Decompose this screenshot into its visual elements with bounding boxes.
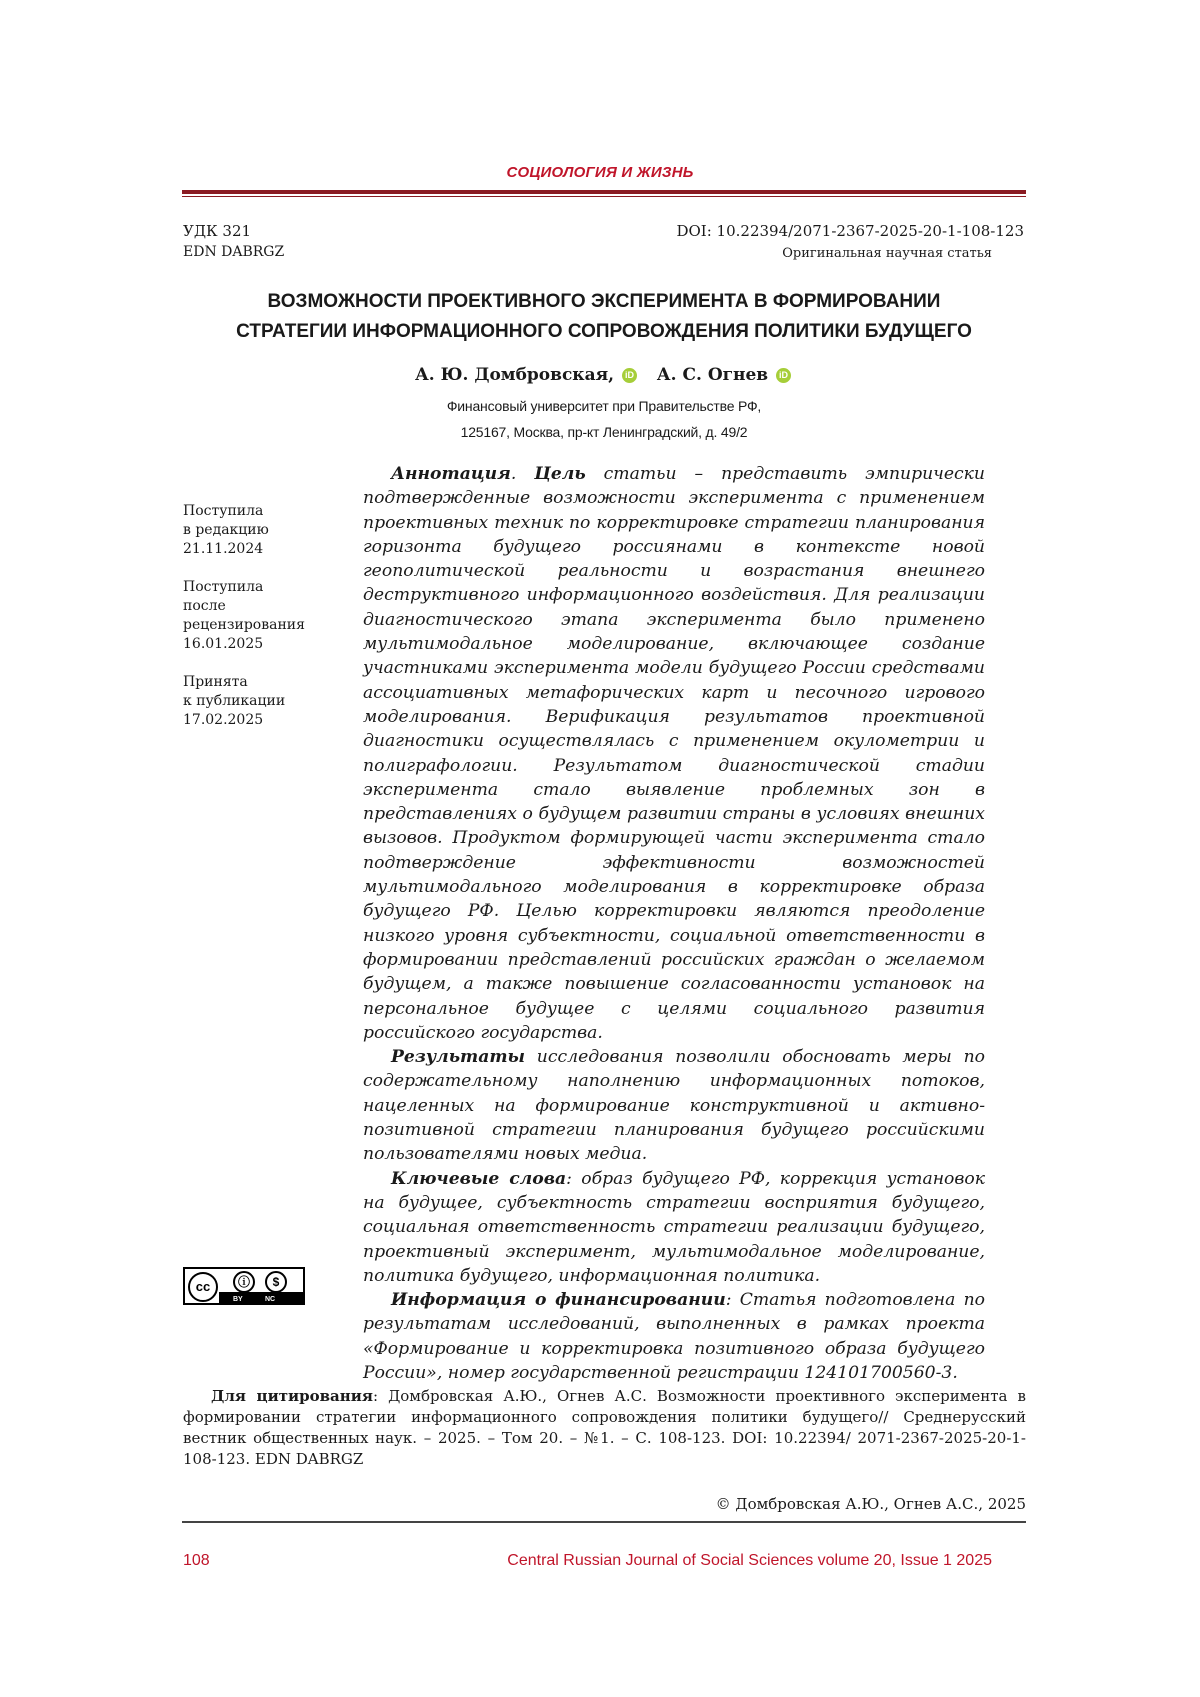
edn-code: EDN DABRGZ: [183, 244, 285, 260]
affiliation-line-2: 125167, Москва, пр-кт Ленинградский, д. 49/2: [460, 424, 748, 440]
revised-date: 16.01.2025: [183, 636, 264, 652]
citation: [183, 1386, 1026, 1470]
funding-label: Информация о финансировании: [391, 1290, 726, 1311]
keywords-label: Ключевые слова: [391, 1168, 567, 1189]
affiliation: [182, 393, 1026, 445]
doi[interactable]: DOI: 10.22394/2071-2367-2025-20-1-108-123: [676, 222, 1024, 240]
cc-license-badge[interactable]: [183, 1267, 305, 1305]
noncommercial-icon: $: [265, 1271, 287, 1293]
revised-block: [183, 578, 333, 654]
article-type: Оригинальная научная статья: [782, 246, 992, 261]
footer-rule: [182, 1521, 1026, 1523]
orcid-icon[interactable]: iD: [776, 368, 791, 383]
header-rule: [182, 190, 1026, 194]
accepted-date: 17.02.2025: [183, 712, 264, 728]
revised-label: рецензирования: [183, 617, 305, 633]
received-label: Поступила: [183, 503, 264, 519]
title-line-2: СТРАТЕГИИ ИНФОРМАЦИОННОГО СОПРОВОЖДЕНИЯ ПОЛИТИКИ БУДУЩЕГО: [236, 321, 972, 342]
title-line-1: ВОЗМОЖНОСТИ ПРОЕКТИВНОГО ЭКСПЕРИМЕНТА В ФОРМИРОВАНИИ: [267, 291, 941, 312]
results-paragraph: [363, 1045, 985, 1166]
revised-label: Поступила: [183, 579, 264, 595]
license-nc: NC: [265, 1296, 276, 1303]
journal-name: Central Russian Journal of Social Sciences volume 20, Issue 1 2025: [507, 1552, 992, 1569]
revised-label: после: [183, 598, 226, 614]
cc-icon: cc: [188, 1272, 218, 1302]
received-block: [183, 502, 333, 559]
license-bar: [219, 1292, 303, 1303]
citation-label: Для цитирования: [211, 1387, 373, 1405]
accepted-label: к публикации: [183, 693, 286, 709]
received-date: 21.11.2024: [183, 541, 264, 557]
keywords-text: : образ будущего РФ, коррекция установок на будущее, субъектность стратегии восприятия будущего, социальная ответственность стратегии реализации будущего, проективный эксперимент, мультимодальное моделирование, политика будущего, информационная политика.: [363, 1168, 985, 1286]
author-2: А. С. Огнев: [656, 365, 769, 385]
accepted-label: Принята: [183, 674, 248, 690]
results-label: Результаты: [391, 1047, 526, 1068]
header-rule-thin: [182, 196, 1026, 197]
abstract-label: Аннотация: [391, 464, 511, 484]
article-title: [182, 287, 1026, 347]
abstract: [363, 462, 985, 1385]
license-by: BY: [233, 1296, 243, 1303]
citation-paragraph: [183, 1386, 1026, 1470]
received-label: в редакцию: [183, 522, 269, 538]
goal-label: Цель: [534, 464, 586, 484]
author-1: А. Ю. Домбровская,: [414, 365, 615, 385]
funding-paragraph: [363, 1288, 985, 1385]
affiliation-line-1: Финансовый университет при Правительстве РФ,: [446, 398, 762, 414]
journal-section-title: СОЦИОЛОГИЯ И ЖИЗНЬ: [506, 164, 694, 181]
article-dates: [183, 502, 333, 749]
keywords-paragraph: [363, 1167, 985, 1288]
page-number: 108: [183, 1552, 210, 1569]
citation-text: : Домбровская А.Ю., Огнев А.С. Возможности проективного эксперимента в формировании стратегии информационного сопровождения политики будущего// Среднерусский вестник общественных наук. – 2025. – Том 20. – №1. – С. 108-123. DOI: 10.22394/ 2071-2367-2025-20-1-108-123. EDN DABRGZ: [183, 1387, 1027, 1468]
accepted-block: [183, 673, 333, 730]
copyright: © Домбровская А.Ю., Огнев А.С., 2025: [715, 1495, 1026, 1513]
abstract-paragraph: Аннотация. Цель статьи – представить эмпирически подтвержденные возможности эксперимента с применением проективных техник по корректировке стратегии планирования горизонта будущего россиянами в контексте новой геополитической реальности и возрастания внешнего деструктивного информационного воздействия. Для реализации диагностического этапа эксперимента было применено мультимодальное моделирование, включающее создание участниками эксперимента модели будущего России средствами ассоциативных метафорических карт и песочного игрового моделирования. Верификация результатов проективной диагностики осуществлялась с применением окулометрии и полиграфологии. Результатом диагностической стадии эксперимента стало выявление проблемных зон в представлениях о будущем развитии страны в условиях внешних вызовов. Продуктом формирующей части эксперимента стало подтверждение эффективности возможностей мультимодального моделирования в корректировке образа будущего РФ. Целью корректировки являются преодоление низкого уровня субъектности, социальной ответственности в формировании представлений российских граждан о желаемом будущем, а также повышение согласованности установок на персональное будущее с целями социального развития российского государства.: [363, 464, 985, 1043]
udk-code: УДК 321: [183, 222, 252, 240]
results-text: исследования позволили обосновать меры по содержательному наполнению информационных потоков, нацеленных на формирование конструктивной и активно-позитивной стратегии планирования будущего российскими пользователями новых медиа.: [363, 1047, 985, 1165]
goal-text: статьи – представить эмпирически подтвержденные возможности эксперимента с применением проективных техник по корректировке стратегии планирования горизонта будущего россиянами в контексте новой геополитической реальности и возрастания внешнего деструктивного информационного воздействия. Для реализации диагностического этапа эксперимента было применено мультимодальное моделирование, включающее создание участниками эксперимента модели будущего России средствами ассоциативных метафорических карт и песочного игрового моделирования. Верификация результатов проективной диагностики осуществлялась с применением окулометрии и полиграфологии. Результатом диагностической стадии эксперимента стало выявление проблемных зон в представлениях о будущем развитии страны в условиях внешних вызовов. Продуктом формирующей части эксперимента стало подтверждение эффективности возможностей мультимодального моделирования в корректировке образа будущего РФ. Целью корректировки являются преодоление низкого уровня субъектности, социальной ответственности в формировании представлений российских граждан о желаемом будущем, а также повышение согласованности установок на персональное будущее с целями социального развития российского государства.: [363, 464, 985, 1043]
funding-text: : Статья подготовлена по результатам исследований, выполненных в рамках проекта «Формирование и корректировка позитивного образа будущего России», номер государственной регистрации 124101700560-3.: [363, 1290, 985, 1383]
orcid-icon[interactable]: iD: [622, 368, 637, 383]
attribution-icon: ⓘ: [233, 1271, 255, 1293]
authors: [182, 365, 1026, 385]
